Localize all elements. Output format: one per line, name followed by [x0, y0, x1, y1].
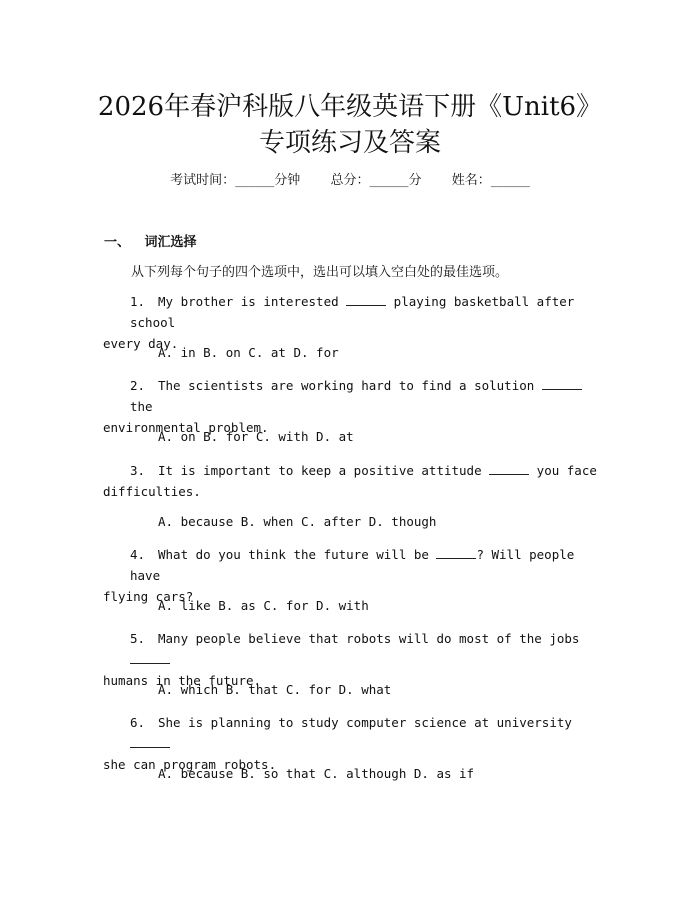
time-unit: 分钟: [274, 173, 301, 188]
section-number: 一、: [104, 235, 131, 250]
question-text-continued: environmental problem.: [103, 420, 269, 435]
question-number: 3.: [130, 463, 146, 478]
answer-options: A. on B. for C. with D. at: [158, 429, 354, 444]
question-text-continued: flying cars?: [103, 589, 194, 604]
question-text-continued: she can program robots.: [103, 757, 277, 772]
answer-blank: [542, 375, 582, 390]
question-text: My brother is interested: [158, 294, 347, 309]
answer-options: A. like B. as C. for D. with: [158, 598, 369, 613]
question-text: playing basketball after school: [130, 294, 575, 330]
answer-options: A. in B. on C. at D. for: [158, 345, 339, 360]
instructions: 从下列每个句子的四个选项中，选出可以填入空白处的最佳选项。: [131, 265, 509, 280]
question-text: She is planning to study computer science at university: [158, 715, 572, 730]
question-number: 5.: [130, 631, 146, 646]
time-blank: ______: [235, 173, 275, 188]
answer-blank: [436, 544, 476, 559]
question-text-continued: difficulties.: [103, 484, 201, 499]
page-subtitle: 专项练习及答案: [258, 128, 441, 158]
answer-options: A. because B. so that C. although D. as if: [158, 766, 475, 781]
answer-blank: [130, 733, 170, 748]
page-title: 2026年春沪科版八年级英语下册《Unit6》: [97, 92, 603, 122]
question-number: 2.: [130, 378, 146, 393]
question-text: the: [130, 399, 153, 414]
question-text-continued: every day.: [103, 336, 179, 351]
question-text-continued: humans in the future.: [103, 673, 262, 688]
name-blank: ______: [490, 173, 530, 188]
name-label: 姓名：: [451, 173, 491, 188]
question-text: What do you think the future will be: [158, 547, 437, 562]
answer-blank: [489, 460, 529, 475]
question-text: The scientists are working hard to find a solution: [158, 378, 542, 393]
question-number: 1.: [130, 294, 146, 309]
section-title: 词汇选择: [144, 235, 197, 250]
question-text: Many people believe that robots will do most of the jobs: [158, 631, 580, 646]
answer-options: A. which B. that C. for D. what: [158, 682, 392, 697]
exam-info: [0, 169, 700, 188]
score-unit: 分: [408, 173, 422, 188]
question-text: you face: [529, 463, 597, 478]
question-number: 4.: [130, 547, 146, 562]
answer-blank: [130, 649, 170, 664]
question-text: ? Will people have: [130, 547, 575, 583]
answer-options: A. because B. when C. after D. though: [158, 514, 437, 529]
score-label: 总分：: [330, 173, 370, 188]
score-blank: ______: [369, 173, 409, 188]
question-text: It is important to keep a positive attitude: [158, 463, 490, 478]
answer-blank: [346, 291, 386, 306]
question-number: 6.: [130, 715, 146, 730]
time-label: 考试时间：: [170, 173, 236, 188]
question: [103, 460, 598, 502]
section-heading: [104, 231, 197, 250]
